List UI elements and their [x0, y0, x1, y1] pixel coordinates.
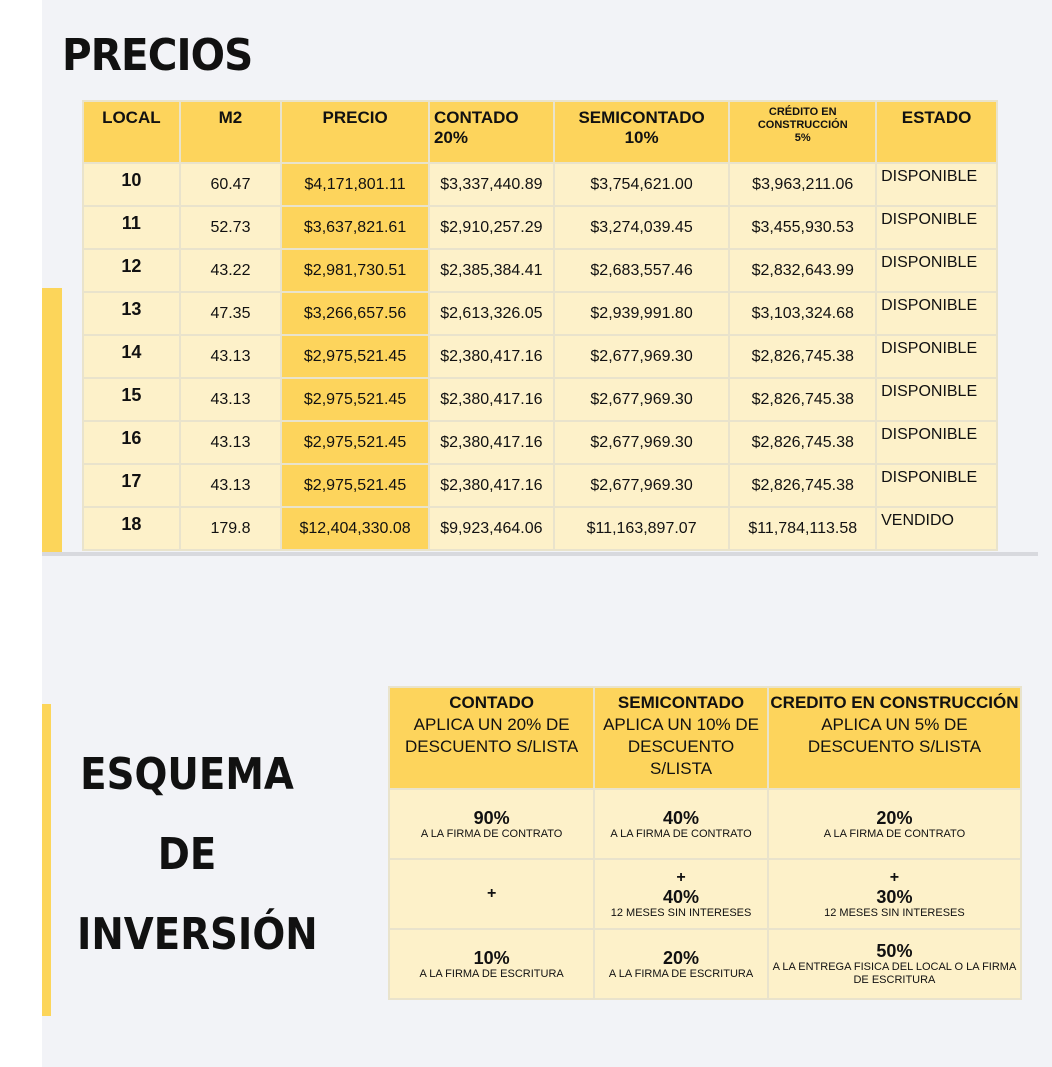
- percent-note: A LA FIRMA DE CONTRATO: [420, 827, 563, 840]
- cell-credito: $3,963,211.06: [729, 163, 876, 206]
- title-line: DE: [157, 829, 217, 880]
- cell-local: 17: [83, 464, 180, 507]
- header-line: CONSTRUCCIÓN: [757, 119, 848, 131]
- percent-value: 20%: [876, 807, 913, 828]
- table-row: [83, 249, 997, 292]
- cell-local: 14: [83, 335, 180, 378]
- price-table: [82, 100, 998, 551]
- percent-note: A LA ENTREGA FISICA DEL LOCAL O LA FIRMA DE ESCRITURA: [772, 961, 1017, 986]
- percent-value: 20%: [663, 947, 700, 968]
- cell-credito: $2,826,745.38: [729, 335, 876, 378]
- title-line: ESQUEMA: [80, 749, 294, 800]
- cell-m2: 43.13: [180, 378, 282, 421]
- plus-sign: +: [889, 868, 900, 886]
- cell-m2: 47.35: [180, 292, 282, 335]
- scheme-cell: [594, 789, 768, 859]
- page-title: PRECIOS: [62, 30, 253, 81]
- table-header-row: [83, 101, 997, 163]
- cell-precio: $4,171,801.11: [281, 163, 429, 206]
- cell-local: 13: [83, 292, 180, 335]
- scheme-row-contract: [389, 789, 1021, 859]
- percent-note: A LA FIRMA DE CONTRATO: [823, 827, 966, 840]
- scheme-row-final: [389, 929, 1021, 999]
- cell-m2: 43.13: [180, 421, 282, 464]
- scheme-cell: [594, 859, 768, 929]
- scheme-header-credito: [768, 687, 1021, 789]
- scheme-cell: [768, 789, 1021, 859]
- investment-scheme-table: [388, 686, 1022, 1000]
- cell-local: 11: [83, 206, 180, 249]
- cell-contado: $2,380,417.16: [429, 378, 554, 421]
- cell-estado: DISPONIBLE: [876, 249, 997, 292]
- cell-m2: 179.8: [180, 507, 282, 550]
- scheme-cell: [389, 929, 594, 999]
- scheme-cell: [768, 929, 1021, 999]
- cell-local: 16: [83, 421, 180, 464]
- cell-contado: $2,380,417.16: [429, 421, 554, 464]
- cell-credito: $3,103,324.68: [729, 292, 876, 335]
- percent-value: 30%: [876, 886, 913, 907]
- title-line: INVERSIÓN: [77, 909, 318, 960]
- column-header-estado: ESTADO: [876, 101, 997, 163]
- cell-local: 10: [83, 163, 180, 206]
- cell-estado: VENDIDO: [876, 507, 997, 550]
- cell-contado: $2,380,417.16: [429, 335, 554, 378]
- plus-sign: +: [486, 885, 497, 902]
- percent-value: 90%: [473, 807, 510, 828]
- table-row: [83, 292, 997, 335]
- cell-precio: $2,975,521.45: [281, 421, 429, 464]
- cell-precio: $3,266,657.56: [281, 292, 429, 335]
- plus-sign: +: [676, 868, 686, 886]
- scheme-header-sub: APLICA UN 20% DE DESCUENTO S/LISTA: [405, 715, 579, 756]
- header-line: CRÉDITO EN: [768, 106, 837, 118]
- cell-credito: $3,455,930.53: [729, 206, 876, 249]
- table-row: [83, 421, 997, 464]
- cell-semicontado: $2,683,557.46: [554, 249, 730, 292]
- cell-semicontado: $3,274,039.45: [554, 206, 730, 249]
- cell-semicontado: $3,754,621.00: [554, 163, 730, 206]
- cell-precio: $12,404,330.08: [281, 507, 429, 550]
- percent-note: A LA FIRMA DE ESCRITURA: [419, 967, 564, 980]
- cell-credito: $2,826,745.38: [729, 421, 876, 464]
- scheme-header-semicontado: [594, 687, 768, 789]
- table-row: [83, 464, 997, 507]
- percent-note: 12 MESES SIN INTERESES: [610, 906, 752, 919]
- cell-estado: DISPONIBLE: [876, 292, 997, 335]
- cell-semicontado: $2,677,969.30: [554, 335, 730, 378]
- header-line: 10%: [624, 128, 659, 147]
- scheme-cell: [768, 859, 1021, 929]
- cell-estado: DISPONIBLE: [876, 335, 997, 378]
- cell-local: 18: [83, 507, 180, 550]
- cell-credito: $2,832,643.99: [729, 249, 876, 292]
- cell-contado: $2,380,417.16: [429, 464, 554, 507]
- table-row: [83, 163, 997, 206]
- percent-value: 40%: [663, 886, 700, 907]
- cell-semicontado: $2,677,969.30: [554, 464, 730, 507]
- scheme-header-row: [389, 687, 1021, 789]
- percent-note: A LA FIRMA DE CONTRATO: [610, 827, 752, 840]
- percent-note: 12 MESES SIN INTERESES: [824, 906, 965, 919]
- scheme-header-title: CONTADO: [449, 693, 534, 712]
- table-row: [83, 206, 997, 249]
- column-header-local: LOCAL: [83, 101, 180, 163]
- cell-semicontado: $2,939,991.80: [554, 292, 730, 335]
- cell-m2: 43.13: [180, 335, 282, 378]
- cell-estado: DISPONIBLE: [876, 464, 997, 507]
- cell-m2: 43.22: [180, 249, 282, 292]
- header-line: SEMICONTADO: [578, 108, 705, 127]
- page-divider: [42, 552, 1038, 556]
- scheme-row-installments: [389, 859, 1021, 929]
- scheme-header-sub: APLICA UN 10% DE DESCUENTO S/LISTA: [603, 715, 759, 778]
- header-line: 20%: [433, 128, 468, 147]
- percent-value: 10%: [473, 947, 510, 968]
- cell-semicontado: $2,677,969.30: [554, 421, 730, 464]
- scheme-header-title: CREDITO EN CONSTRUCCIÓN: [770, 693, 1019, 712]
- cell-estado: DISPONIBLE: [876, 206, 997, 249]
- percent-value: 50%: [876, 941, 913, 961]
- cell-local: 12: [83, 249, 180, 292]
- price-table-body: [83, 163, 997, 550]
- cell-credito: $2,826,745.38: [729, 378, 876, 421]
- cell-semicontado: $11,163,897.07: [554, 507, 730, 550]
- header-line: 5%: [794, 132, 811, 144]
- column-header-m2: M2: [180, 101, 282, 163]
- scheme-header-contado: [389, 687, 594, 789]
- cell-precio: $3,637,821.61: [281, 206, 429, 249]
- cell-precio: $2,981,730.51: [281, 249, 429, 292]
- scheme-header-title: SEMICONTADO: [617, 693, 745, 712]
- cell-estado: DISPONIBLE: [876, 163, 997, 206]
- table-row: [83, 507, 997, 550]
- table-row: [83, 378, 997, 421]
- cell-contado: $2,910,257.29: [429, 206, 554, 249]
- cell-m2: 43.13: [180, 464, 282, 507]
- cell-contado: $3,337,440.89: [429, 163, 554, 206]
- cell-precio: $2,975,521.45: [281, 378, 429, 421]
- header-line: CONTADO: [433, 108, 519, 127]
- cell-contado: $2,613,326.05: [429, 292, 554, 335]
- cell-estado: DISPONIBLE: [876, 378, 997, 421]
- cell-credito: $11,784,113.58: [729, 507, 876, 550]
- cell-contado: $9,923,464.06: [429, 507, 554, 550]
- cell-estado: DISPONIBLE: [876, 421, 997, 464]
- cell-contado: $2,385,384.41: [429, 249, 554, 292]
- table-row: [83, 335, 997, 378]
- cell-m2: 60.47: [180, 163, 282, 206]
- cell-precio: $2,975,521.45: [281, 335, 429, 378]
- column-header-contado: [429, 101, 554, 163]
- scheme-cell: [389, 789, 594, 859]
- section-title: [77, 735, 318, 975]
- accent-bar: [42, 288, 62, 552]
- cell-semicontado: $2,677,969.30: [554, 378, 730, 421]
- scheme-header-sub: APLICA UN 5% DE DESCUENTO S/LISTA: [807, 715, 982, 756]
- column-header-semicontado: [554, 101, 730, 163]
- percent-note: A LA FIRMA DE ESCRITURA: [608, 967, 754, 980]
- cell-local: 15: [83, 378, 180, 421]
- cell-precio: $2,975,521.45: [281, 464, 429, 507]
- percent-value: 40%: [663, 807, 700, 828]
- column-header-precio: PRECIO: [281, 101, 429, 163]
- column-header-credito: [729, 101, 876, 163]
- scheme-cell: [594, 929, 768, 999]
- accent-bar: [42, 704, 51, 1016]
- scheme-cell: [389, 859, 594, 929]
- cell-m2: 52.73: [180, 206, 282, 249]
- cell-credito: $2,826,745.38: [729, 464, 876, 507]
